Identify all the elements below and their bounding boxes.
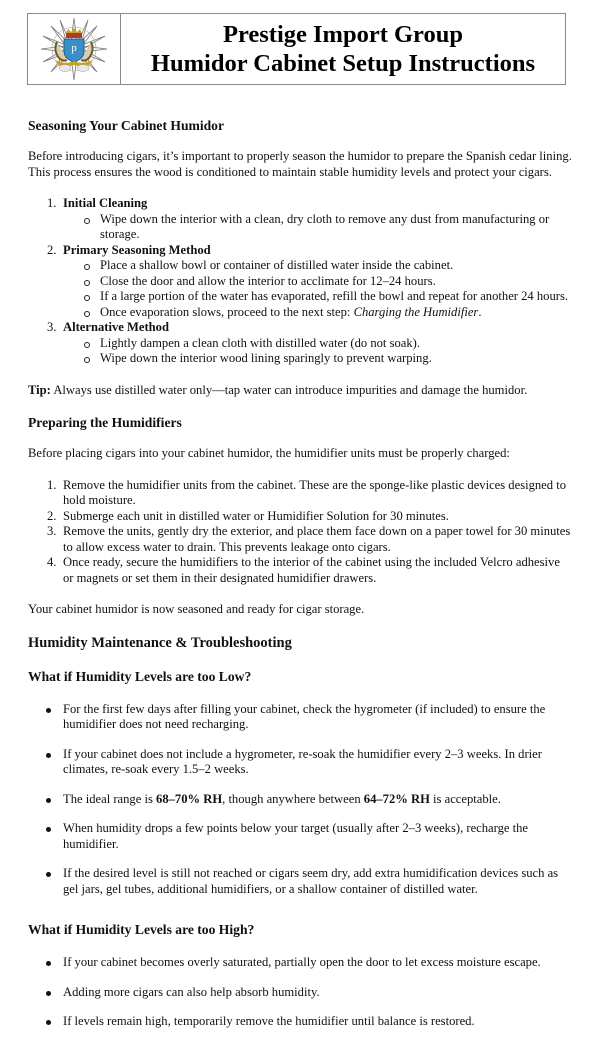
sub-item: Wipe down the interior with a clean, dry cloth to remove any dust from manufacturing or storage. <box>28 212 573 243</box>
low-humidity-list <box>28 702 573 898</box>
seasoning-steps <box>28 243 573 259</box>
bullet-item: If your cabinet does not include a hygrometer, re-soak the humidifier every 2–3 weeks. In drier climates, re-soak every 1.5–2 weeks. <box>28 747 573 778</box>
seasoning-step: 2. Primary Seasoning Method <box>47 242 211 257</box>
sub-item: If a large portion of the water has evaporated, refill the bowl and repeat for another 24 hours. <box>28 289 573 305</box>
crest-logo-icon <box>39 16 109 82</box>
section-heading-maintenance: Humidity Maintenance & Troubleshooting <box>28 634 292 651</box>
circle-bullet-icon <box>84 295 90 301</box>
bullet-icon <box>46 798 51 803</box>
subsection-heading-high: What if Humidity Levels are too High? <box>28 922 255 937</box>
sub-list <box>28 258 573 320</box>
seasoning-steps <box>28 320 573 336</box>
acceptable-range: 64–72% RH <box>363 791 430 806</box>
svg-text:p: p <box>71 42 77 54</box>
bullet-icon <box>46 753 51 758</box>
circle-bullet-icon <box>84 342 90 348</box>
preparing-step: 2. Submerge each unit in distilled water or Humidifier Solution for 30 minutes. <box>47 508 449 523</box>
document-header <box>27 13 566 85</box>
preparing-step: 3. Remove the units, gently dry the exterior, and place them face down on a paper towel for 30 minutes to allow excess water to drain. This prevents leakage onto cigars. <box>47 524 571 554</box>
title-document: Humidor Cabinet Setup Instructions <box>150 50 536 77</box>
step-title: Alternative Method <box>63 320 169 334</box>
bullet-item: For the first few days after filling your cabinet, check the hygrometer (if included) to ensure the humidifier does not need recharging. <box>28 702 573 733</box>
step-title: Primary Seasoning Method <box>63 242 211 257</box>
seasoning-steps <box>28 196 573 212</box>
circle-bullet-icon <box>84 264 90 270</box>
bullet-item: If the desired level is still not reached or cigars seem dry, add extra humidification devices such as gel jars, gel tubes, additional humidifiers, or a shallow container of distilled water. <box>28 866 573 897</box>
ideal-range: 68–70% RH <box>156 791 223 806</box>
bullet-icon <box>46 872 51 877</box>
sub-item: Wipe down the interior wood lining sparingly to prevent warping. <box>28 351 573 367</box>
sub-item: Place a shallow bowl or container of distilled water inside the cabinet. <box>28 258 573 274</box>
seasoning-step: 1. Initial Cleaning <box>47 196 148 210</box>
circle-bullet-icon <box>84 357 90 363</box>
bullet-item: When humidity drops a few points below your target (usually after 2–3 weeks), recharge the humidifier. <box>28 821 573 852</box>
title-company: Prestige Import Group <box>223 21 463 48</box>
next-step-reference: Charging the Humidifier <box>353 304 479 319</box>
sub-item: Once evaporation slows, proceed to the next step: Charging the Humidifier. <box>28 305 573 321</box>
tip-label: Tip: <box>28 382 51 397</box>
high-humidity-list <box>28 955 573 1030</box>
section-heading-seasoning: Seasoning Your Cabinet Humidor <box>28 118 225 133</box>
seasoning-intro: Before introducing cigars, it’s important to properly season the humidor to prepare the Spanish cedar lining. This process ensures the wood is conditioned to maintain stable humidity levels and protect your cigars. <box>28 149 572 179</box>
section-heading-preparing: Preparing the Humidifiers <box>28 415 182 430</box>
sub-list <box>28 336 573 367</box>
sub-item: Close the door and allow the interior to acclimate for 12–24 hours. <box>28 274 573 290</box>
subsection-heading-low: What if Humidity Levels are too Low? <box>28 668 252 684</box>
bullet-icon <box>46 961 51 966</box>
document-title <box>121 14 565 84</box>
circle-bullet-icon <box>84 218 90 224</box>
step-title: Initial Cleaning <box>63 196 148 210</box>
bullet-icon <box>46 708 51 713</box>
logo-cell <box>28 14 121 84</box>
bullet-item: Adding more cigars can also help absorb humidity. <box>28 985 573 1001</box>
sub-item: Lightly dampen a clean cloth with distilled water (do not soak). <box>28 336 573 352</box>
preparing-step: 4. Once ready, secure the humidifiers to the interior of the cabinet using the included Velcro adhesive or magnets or set them in their designated humidifier drawers. <box>47 555 560 585</box>
document-body <box>28 117 573 1044</box>
bullet-item: The ideal range is 68–70% RH, though anywhere between 64–72% RH is acceptable. <box>28 792 573 808</box>
circle-bullet-icon <box>84 311 90 317</box>
sub-list <box>28 212 573 243</box>
circle-bullet-icon <box>84 280 90 286</box>
bullet-icon <box>46 1020 51 1025</box>
seasoning-step: 3. Alternative Method <box>47 320 169 334</box>
preparing-step: 1. Remove the humidifier units from the cabinet. These are the sponge-like plastic devices designed to hold moisture. <box>47 477 567 507</box>
preparing-closing: Your cabinet humidor is now seasoned and ready for cigar storage. <box>28 602 365 616</box>
bullet-icon <box>46 991 51 996</box>
preparing-steps <box>28 478 573 587</box>
bullet-icon <box>46 827 51 832</box>
bullet-item: If your cabinet becomes overly saturated, partially open the door to let excess moisture escape. <box>28 955 573 971</box>
bullet-item: If levels remain high, temporarily remove the humidifier until balance is restored. <box>28 1014 573 1030</box>
tip-paragraph: Tip: Always use distilled water only—tap water can introduce impurities and damage the humidor. <box>28 382 528 397</box>
preparing-intro: Before placing cigars into your cabinet humidor, the humidifier units must be properly charged: <box>28 446 510 460</box>
